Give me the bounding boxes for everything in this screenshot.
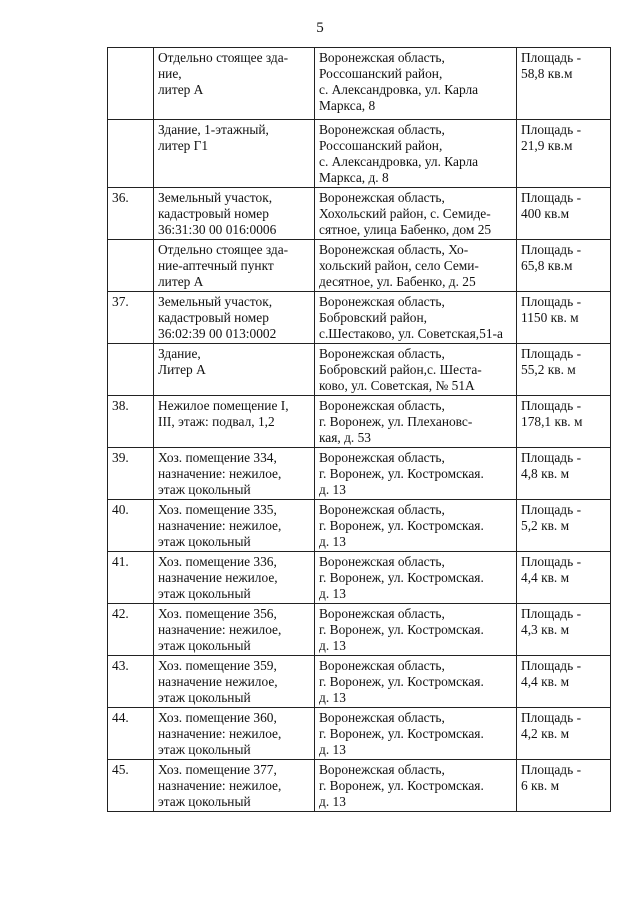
object-name-line: Земельный участок, (158, 190, 273, 205)
object-address-line: Воронежская область, (319, 294, 445, 309)
object-area-line: Площадь - (521, 450, 582, 465)
object-name-line: ние-аптечный пункт (158, 258, 274, 273)
row-number: 44. (112, 710, 129, 725)
row-number: 45. (112, 762, 129, 777)
object-name-line: Отдельно стоящее зда- (158, 50, 289, 65)
object-area-line: Площадь - (521, 658, 582, 673)
object-area-line: Площадь - (521, 502, 582, 517)
object-name-line: этаж цокольный (158, 586, 251, 601)
object-name-line: литер А (158, 274, 204, 289)
object-address-line: Воронежская область, (319, 554, 445, 569)
object-address-line: Бобровский район, (319, 310, 427, 325)
table-row (108, 500, 611, 552)
object-area-cell (517, 708, 611, 760)
object-area-cell (517, 396, 611, 448)
object-address-cell (315, 48, 517, 120)
object-address-line: д. 13 (319, 690, 346, 705)
row-number-cell (108, 292, 154, 344)
object-area-cell (517, 760, 611, 812)
row-number-cell (108, 448, 154, 500)
object-name-line: этаж цокольный (158, 794, 251, 809)
table-row (108, 448, 611, 500)
object-area-line: Площадь - (521, 242, 582, 257)
object-name-cell (154, 552, 315, 604)
object-name-line: этаж цокольный (158, 690, 251, 705)
row-number: 36. (112, 190, 129, 205)
object-area-line: 1150 кв. м (521, 310, 579, 325)
object-address-line: Воронежская область, (319, 450, 445, 465)
object-name-line: назначение: нежилое, (158, 726, 282, 741)
object-name-line: назначение нежилое, (158, 570, 278, 585)
object-address-line: д. 13 (319, 638, 346, 653)
object-address-line: д. 13 (319, 586, 346, 601)
object-address-line: Бобровский район,с. Шеста- (319, 362, 482, 377)
object-area-line: 58,8 кв.м (521, 66, 573, 81)
property-table-body (108, 48, 611, 812)
object-address-line: кая, д. 53 (319, 430, 371, 445)
object-area-line: 400 кв.м (521, 206, 570, 221)
object-name-cell (154, 708, 315, 760)
object-name-line: назначение: нежилое, (158, 778, 282, 793)
row-number: 43. (112, 658, 129, 673)
table-row (108, 760, 611, 812)
object-address-line: г. Воронеж, ул. Костромская. (319, 518, 484, 533)
object-name-line: Земельный участок, (158, 294, 273, 309)
object-area-line: Площадь - (521, 606, 582, 621)
object-name-line: 36:02:39 00 013:0002 (158, 326, 277, 341)
object-name-line: Здание, 1-этажный, (158, 122, 269, 137)
row-number-cell (108, 120, 154, 188)
object-name-line: этаж цокольный (158, 534, 251, 549)
object-area-cell (517, 120, 611, 188)
object-name-line: Хоз. помещение 336, (158, 554, 277, 569)
row-number-cell (108, 48, 154, 120)
object-address-line: Воронежская область, (319, 398, 445, 413)
object-address-line: Воронежская область, (319, 346, 445, 361)
object-area-line: Площадь - (521, 294, 582, 309)
object-address-cell (315, 448, 517, 500)
row-number-cell (108, 552, 154, 604)
object-area-line: Площадь - (521, 762, 582, 777)
object-area-cell (517, 48, 611, 120)
object-name-cell (154, 396, 315, 448)
object-name-line: назначение: нежилое, (158, 622, 282, 637)
row-number: 38. (112, 398, 129, 413)
object-area-cell (517, 604, 611, 656)
row-number-cell (108, 500, 154, 552)
object-address-line: ково, ул. Советская, № 51А (319, 378, 475, 393)
object-address-cell (315, 760, 517, 812)
object-name-cell (154, 760, 315, 812)
object-area-line: 21,9 кв.м (521, 138, 573, 153)
object-address-line: Воронежская область, (319, 502, 445, 517)
object-address-line: г. Воронеж, ул. Плехановс- (319, 414, 473, 429)
object-address-line: десятное, ул. Бабенко, д. 25 (319, 274, 476, 289)
object-address-line: г. Воронеж, ул. Костромская. (319, 622, 484, 637)
object-address-line: г. Воронеж, ул. Костромская. (319, 778, 484, 793)
object-name-line: Хоз. помещение 360, (158, 710, 277, 725)
object-area-cell (517, 656, 611, 708)
property-table (107, 47, 611, 812)
object-name-cell (154, 344, 315, 396)
object-area-cell (517, 448, 611, 500)
object-address-line: г. Воронеж, ул. Костромская. (319, 726, 484, 741)
object-address-cell (315, 656, 517, 708)
object-address-cell (315, 552, 517, 604)
row-number-cell (108, 396, 154, 448)
object-address-line: Воронежская область, (319, 710, 445, 725)
object-name-line: Хоз. помещение 335, (158, 502, 277, 517)
row-number: 40. (112, 502, 129, 517)
object-name-cell (154, 292, 315, 344)
row-number: 41. (112, 554, 129, 569)
object-area-line: Площадь - (521, 554, 582, 569)
page-number: 5 (316, 20, 324, 36)
table-row (108, 292, 611, 344)
object-address-line: Маркса, д. 8 (319, 170, 389, 185)
object-name-line: Хоз. помещение 377, (158, 762, 277, 777)
row-number: 37. (112, 294, 129, 309)
object-area-line: 4,3 кв. м (521, 622, 570, 637)
object-name-line: литер А (158, 82, 204, 97)
object-name-cell (154, 48, 315, 120)
object-area-cell (517, 552, 611, 604)
object-address-line: Россошанский район, (319, 138, 443, 153)
object-name-line: этаж цокольный (158, 742, 251, 757)
object-address-line: сятное, улица Бабенко, дом 25 (319, 222, 492, 237)
object-address-cell (315, 344, 517, 396)
object-name-line: Хоз. помещение 334, (158, 450, 277, 465)
object-area-line: Площадь - (521, 710, 582, 725)
row-number: 39. (112, 450, 129, 465)
object-area-cell (517, 240, 611, 292)
object-name-line: литер Г1 (158, 138, 209, 153)
object-address-line: д. 13 (319, 742, 346, 757)
object-area-line: Площадь - (521, 346, 582, 361)
object-area-line: 55,2 кв. м (521, 362, 576, 377)
object-name-line: назначение: нежилое, (158, 518, 282, 533)
object-name-line: этаж цокольный (158, 482, 251, 497)
object-address-line: д. 13 (319, 534, 346, 549)
object-address-line: с.Шестаково, ул. Советская,51-а (319, 326, 503, 341)
object-address-line: Воронежская область, (319, 190, 445, 205)
object-address-cell (315, 188, 517, 240)
object-area-cell (517, 292, 611, 344)
object-address-line: Воронежская область, (319, 606, 445, 621)
object-address-line: Воронежская область, (319, 50, 445, 65)
object-name-cell (154, 604, 315, 656)
object-address-line: с. Александровка, ул. Карла (319, 82, 479, 97)
table-row (108, 188, 611, 240)
object-name-line: 36:31:30 00 016:0006 (158, 222, 277, 237)
object-address-line: с. Александровка, ул. Карла (319, 154, 479, 169)
table-row (108, 344, 611, 396)
object-name-line: ние, (158, 66, 182, 81)
object-name-cell (154, 120, 315, 188)
object-name-line: этаж цокольный (158, 638, 251, 653)
object-address-cell (315, 500, 517, 552)
object-name-line: Хоз. помещение 356, (158, 606, 277, 621)
row-number-cell (108, 604, 154, 656)
object-area-cell (517, 344, 611, 396)
object-area-line: Площадь - (521, 190, 582, 205)
object-address-line: Воронежская область, (319, 658, 445, 673)
table-row (108, 120, 611, 188)
object-area-line: 4,2 кв. м (521, 726, 570, 741)
object-address-line: г. Воронеж, ул. Костромская. (319, 570, 484, 585)
object-address-line: Хохольский район, с. Семиде- (319, 206, 491, 221)
object-area-line: 65,8 кв.м (521, 258, 573, 273)
table-row (108, 552, 611, 604)
object-name-cell (154, 448, 315, 500)
row-number-cell (108, 188, 154, 240)
object-address-line: Россошанский район, (319, 66, 443, 81)
object-address-line: д. 13 (319, 794, 346, 809)
object-name-line: III, этаж: подвал, 1,2 (158, 414, 275, 429)
object-address-cell (315, 604, 517, 656)
object-address-line: хольский район, село Семи- (319, 258, 479, 273)
row-number-cell (108, 240, 154, 292)
table-row (108, 604, 611, 656)
object-area-cell (517, 500, 611, 552)
object-name-cell (154, 656, 315, 708)
object-address-line: г. Воронеж, ул. Костромская. (319, 674, 484, 689)
row-number-cell (108, 708, 154, 760)
object-name-cell (154, 500, 315, 552)
object-name-line: Отдельно стоящее зда- (158, 242, 289, 257)
object-area-line: 4,4 кв. м (521, 674, 570, 689)
object-area-line: Площадь - (521, 398, 582, 413)
object-area-line: 4,4 кв. м (521, 570, 570, 585)
object-name-line: кадастровый номер (158, 206, 269, 221)
object-name-line: кадастровый номер (158, 310, 269, 325)
object-name-cell (154, 188, 315, 240)
object-area-line: 5,2 кв. м (521, 518, 570, 533)
object-area-line: 178,1 кв. м (521, 414, 583, 429)
object-name-line: Нежилое помещение I, (158, 398, 289, 413)
row-number-cell (108, 760, 154, 812)
table-row (108, 708, 611, 760)
object-address-cell (315, 240, 517, 292)
object-area-line: Площадь - (521, 122, 582, 137)
object-area-line: 4,8 кв. м (521, 466, 570, 481)
object-address-line: Маркса, 8 (319, 98, 376, 113)
object-address-line: Воронежская область, Хо- (319, 242, 469, 257)
table-row (108, 48, 611, 120)
object-area-line: 6 кв. м (521, 778, 560, 793)
table-row (108, 656, 611, 708)
object-area-line: Площадь - (521, 50, 582, 65)
object-name-line: Хоз. помещение 359, (158, 658, 277, 673)
object-address-cell (315, 292, 517, 344)
table-row (108, 396, 611, 448)
object-address-line: Воронежская область, (319, 122, 445, 137)
row-number: 42. (112, 606, 129, 621)
object-name-line: назначение нежилое, (158, 674, 278, 689)
object-address-cell (315, 396, 517, 448)
row-number-cell (108, 656, 154, 708)
object-name-line: назначение: нежилое, (158, 466, 282, 481)
object-address-cell (315, 120, 517, 188)
object-name-line: Литер А (158, 362, 206, 377)
object-area-cell (517, 188, 611, 240)
object-name-cell (154, 240, 315, 292)
table-row (108, 240, 611, 292)
object-address-line: Воронежская область, (319, 762, 445, 777)
object-address-line: д. 13 (319, 482, 346, 497)
object-name-line: Здание, (158, 346, 201, 361)
row-number-cell (108, 344, 154, 396)
object-address-line: г. Воронеж, ул. Костромская. (319, 466, 484, 481)
object-address-cell (315, 708, 517, 760)
